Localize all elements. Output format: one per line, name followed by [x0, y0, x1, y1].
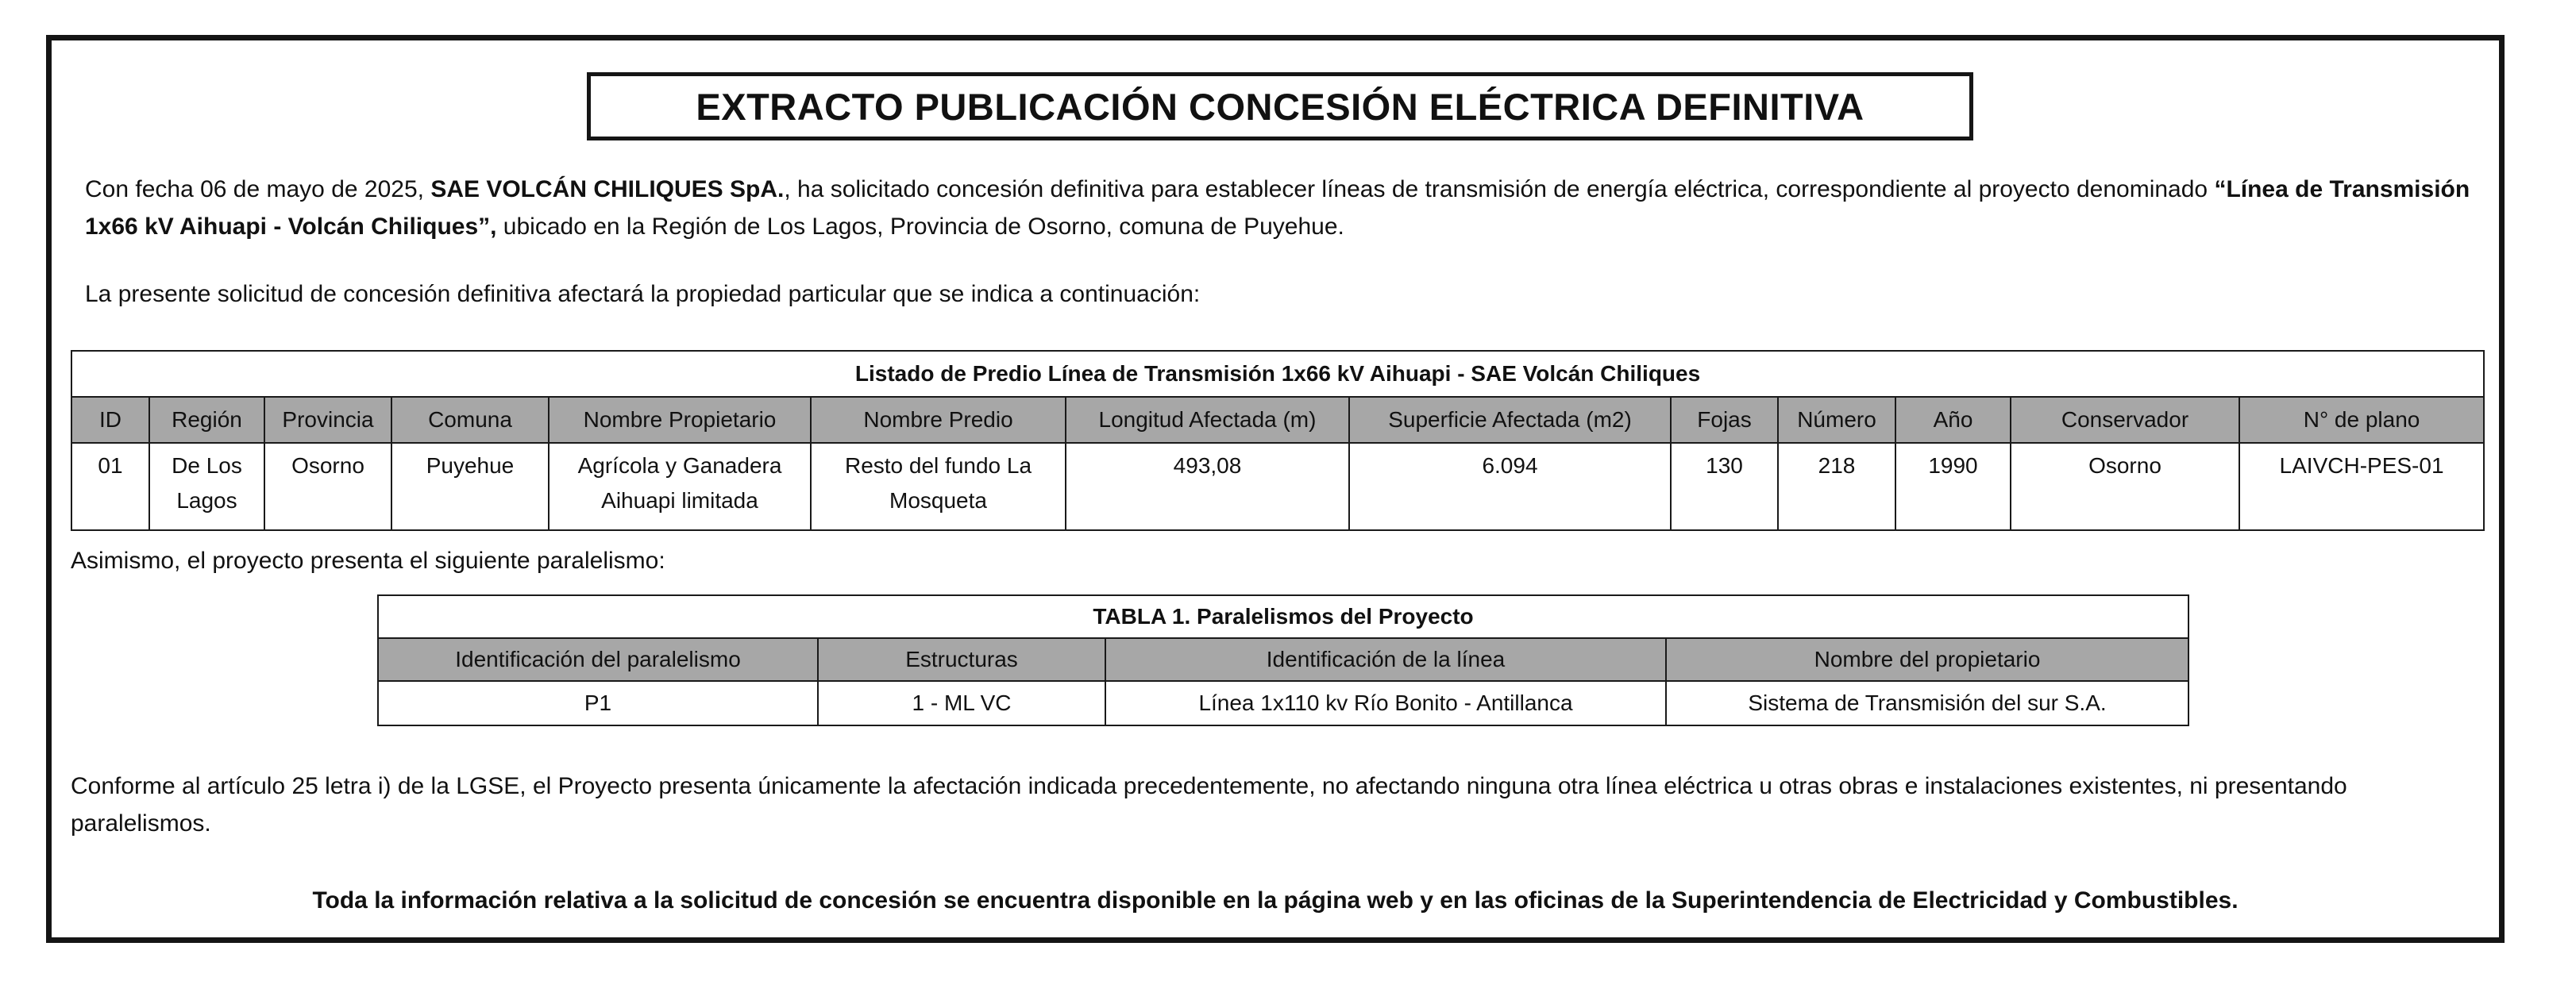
- affects-paragraph: La presente solicitud de concesión definitiva afectará la propiedad particular que se indica a continuación:: [85, 281, 1201, 307]
- property-table-cell-12: LAIVCH-PES-01: [2239, 443, 2484, 530]
- parallel-table-header-2: Identificación de la línea: [1105, 638, 1666, 681]
- property-table-header-2: Provincia: [264, 397, 391, 443]
- parallel-table-cell-2: Línea 1x110 kv Río Bonito - Antillanca: [1105, 681, 1666, 725]
- property-table-cell-4: Agrícola y Ganadera Aihuapi limitada: [549, 443, 811, 530]
- property-table-cell-8: 130: [1671, 443, 1778, 530]
- property-table-cell-1: De Los Lagos: [149, 443, 264, 530]
- property-table-header-12: N° de plano: [2239, 397, 2484, 443]
- property-table-cell-3: Puyehue: [391, 443, 549, 530]
- intro-text-1: Con fecha 06 de mayo de 2025,: [85, 176, 431, 202]
- property-table-header-10: Año: [1895, 397, 2011, 443]
- notice-frame: [46, 35, 2505, 943]
- intro-text-2: , ha solicitado concesión definitiva para establecer líneas de transmisión de energía eléctrica, correspondiente al proyecto denominado: [784, 176, 2215, 202]
- property-table-header-5: Nombre Predio: [811, 397, 1066, 443]
- property-table-cell-9: 218: [1778, 443, 1895, 530]
- property-table-cell-10: 1990: [1895, 443, 2011, 530]
- company-name: SAE VOLCÁN CHILIQUES SpA.: [430, 176, 785, 202]
- intro-text-3: ubicado en la Región de Los Lagos, Provincia de Osorno, comuna de Puyehue.: [496, 214, 1344, 240]
- footer-note: Toda la información relativa a la solicitud de concesión se encuentra disponible en la página web y en las oficinas de la Superintendencia de Electricidad y Combustibles.: [312, 887, 2239, 914]
- notice-title: EXTRACTO PUBLICACIÓN CONCESIÓN ELÉCTRICA DEFINITIVA: [587, 72, 1973, 140]
- parallel-table-cell-1: 1 - ML VC: [818, 681, 1105, 725]
- parallel-table-caption: TABLA 1. Paralelismos del Proyecto: [378, 595, 2188, 638]
- property-table-cell-2: Osorno: [264, 443, 391, 530]
- property-table-header-1: Región: [149, 397, 264, 443]
- property-table-header-4: Nombre Propietario: [549, 397, 811, 443]
- property-table-cell-11: Osorno: [2011, 443, 2239, 530]
- property-table-cell-5: Resto del fundo La Mosqueta: [811, 443, 1066, 530]
- parallel-paragraph: Asimismo, el proyecto presenta el siguiente paralelismo:: [71, 548, 665, 574]
- project-name: “Línea de Transmisión 1x66 kV Aihuapi - Volcán Chiliques”,: [85, 176, 2470, 240]
- property-table-cell-6: 493,08: [1066, 443, 1349, 530]
- property-table-header-6: Longitud Afectada (m): [1066, 397, 1349, 443]
- parallel-table: [377, 594, 2189, 726]
- property-table-header-7: Superficie Afectada (m2): [1349, 397, 1671, 443]
- parallel-table-cell-0: P1: [378, 681, 818, 725]
- conform-paragraph: Conforme al artículo 25 letra i) de la LGSE, el Proyecto presenta únicamente la afectación indicada precedentemente, no afectando ninguna otra línea eléctrica u otras obras e instalaciones existentes, ni presentando paralelismos.: [71, 773, 2347, 837]
- property-table-header-3: Comuna: [391, 397, 549, 443]
- property-table-caption: Listado de Predio Línea de Transmisión 1x66 kV Aihuapi - SAE Volcán Chiliques: [71, 351, 2484, 397]
- parallel-table-cell-3: Sistema de Transmisión del sur S.A.: [1666, 681, 2188, 725]
- parallel-table-header-3: Nombre del propietario: [1666, 638, 2188, 681]
- property-table-cell-0: 01: [71, 443, 149, 530]
- property-table-header-8: Fojas: [1671, 397, 1778, 443]
- intro-paragraph: [85, 171, 2475, 245]
- parallel-table-header-0: Identificación del paralelismo: [378, 638, 818, 681]
- parallel-table-header-1: Estructuras: [818, 638, 1105, 681]
- property-table-header-9: Número: [1778, 397, 1895, 443]
- property-table: [71, 350, 2485, 531]
- property-table-header-0: ID: [71, 397, 149, 443]
- property-table-header-11: Conservador: [2011, 397, 2239, 443]
- property-table-cell-7: 6.094: [1349, 443, 1671, 530]
